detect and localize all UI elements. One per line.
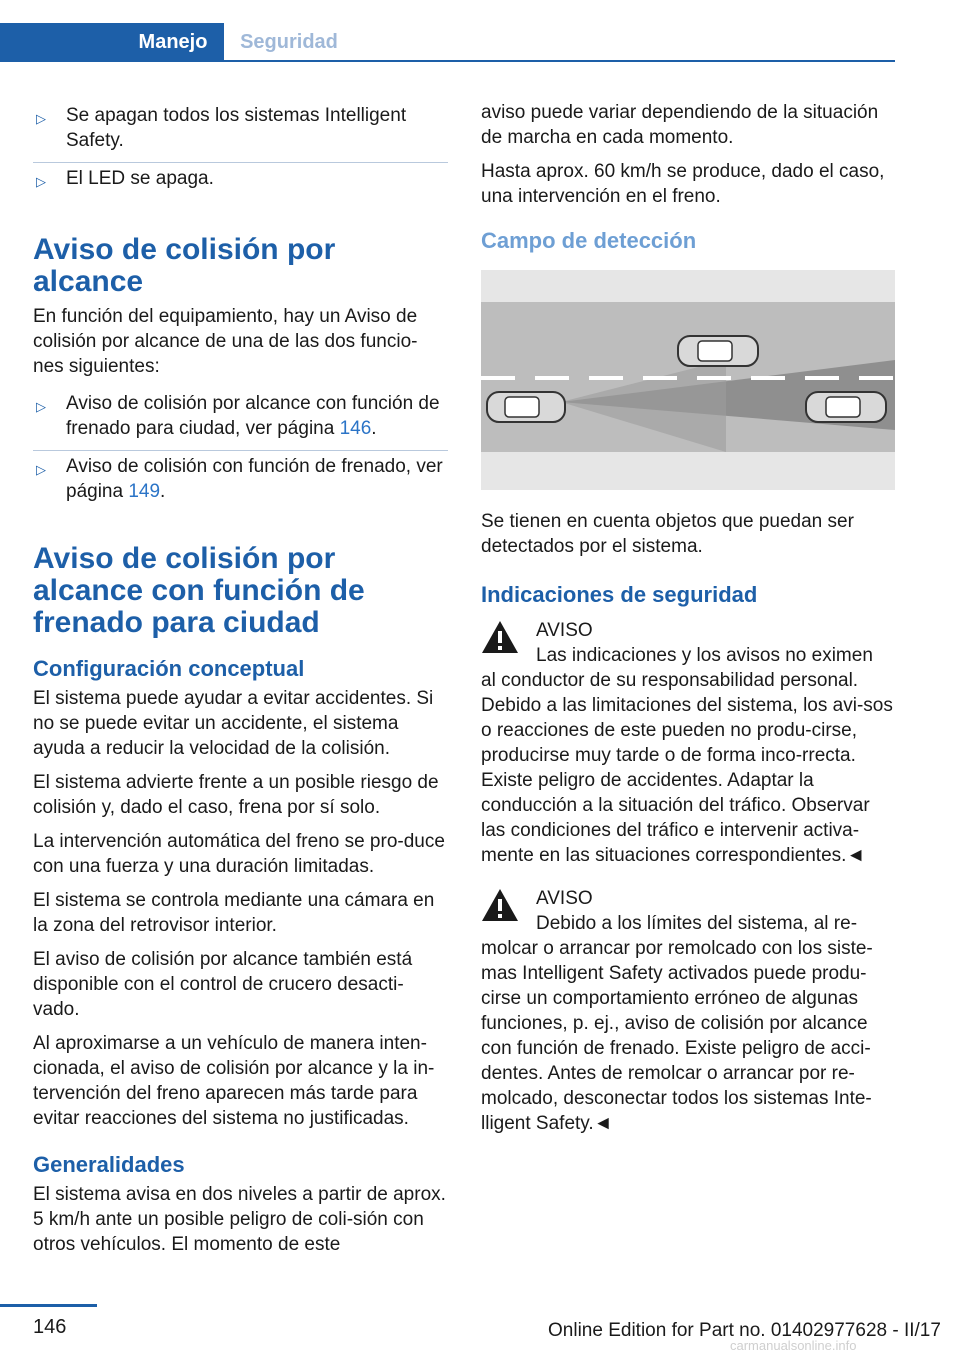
warning-text: Las indicaciones y los avisos no eximen xyxy=(536,645,873,666)
list-item-text: Aviso de colisión por alcance con función de frenado para ciudad, ver página xyxy=(66,393,440,439)
subsection-heading: Generalidades xyxy=(33,1152,185,1177)
page-link-149[interactable]: 149 xyxy=(128,481,161,502)
warning-block xyxy=(481,886,895,1136)
paragraph: Al aproximarse a un vehículo de manera inten-cionada, el aviso de colisión por alcance y la in-tervención del freno aparecen más tarde para evitar reacciones del sistema no justificadas. xyxy=(33,1033,435,1129)
page-number: 146 xyxy=(33,1316,67,1338)
list-item-text: Se apagan todos los sistemas Intelligent Safety. xyxy=(66,105,407,151)
paragraph: El sistema advierte frente a un posible riesgo de colisión y, dado el caso, frena por sí solo. xyxy=(33,772,439,818)
header-tabs xyxy=(0,23,895,63)
detection-field-illustration xyxy=(481,270,895,490)
paragraph: Hasta aprox. 60 km/h se produce, dado el caso, una intervención en el freno. xyxy=(481,161,885,207)
footer-accent-line xyxy=(0,1304,97,1307)
section-heading: Aviso de colisión por alcance xyxy=(33,233,336,298)
section-heading: Aviso de colisión por alcance con función de frenado para ciudad xyxy=(33,542,365,639)
subsection-heading: Indicaciones de seguridad xyxy=(481,582,758,607)
paragraph: El sistema puede ayudar a evitar accidentes. Si no se puede evitar un accidente, el sistema ayuda a reducir la velocidad de la colisión. xyxy=(33,688,434,759)
triangle-bullet-icon: ▷ xyxy=(36,111,46,126)
tab-manejo[interactable]: Manejo xyxy=(122,23,224,61)
paragraph: Se tienen en cuenta objetos que puedan ser detectados por el sistema. xyxy=(481,511,854,557)
header-divider xyxy=(0,60,895,62)
subsection-heading: Configuración conceptual xyxy=(33,656,305,681)
list-item xyxy=(33,163,448,200)
warning-text: molcar o arrancar por remolcado con los siste-mas Intelligent Safety activados puede produ-cirse un comportamiento erróneo de algunas funciones, p. ej., aviso de colisión por alcance con función de frenado. Existe peligro de acci-dentes. Antes de remolcar o arrancar por re-molcado, desconectar todos los sistemas Inte-lligent Safety.◄ xyxy=(481,938,873,1134)
triangle-bullet-icon: ▷ xyxy=(36,399,46,414)
subsection-heading: Campo de detección xyxy=(481,228,697,253)
warning-text: al conductor de su responsabilidad personal. Debido a las limitaciones del sistema, los avi-sos o reacciones de este pueden no produ-cirse, producirse muy tarde o de forma inco-rrecta. Existe peligro de accidentes. Adaptar la conducción a la situación del tráfico. Observar las condiciones del tráfico e intervenir activa-mente en las situaciones correspondientes.◄ xyxy=(481,670,893,866)
paragraph: El sistema avisa en dos niveles a partir de aprox. 5 km/h ante un posible peligro de coli-sión con otros vehículos. El momento de este xyxy=(33,1184,446,1255)
warning-triangle-icon xyxy=(481,888,519,922)
right-column xyxy=(481,100,895,1148)
left-column xyxy=(33,100,448,1266)
paragraph: El sistema se controla mediante una cámara en la zona del retrovisor interior. xyxy=(33,890,435,936)
own-car-icon xyxy=(487,392,565,422)
list-item-text: El LED se apaga. xyxy=(66,168,214,189)
header-accent-bar xyxy=(0,23,122,61)
paragraph: La intervención automática del freno se pro-duce con una fuerza y una duración limitadas. xyxy=(33,831,445,877)
warning-text: Debido a los límites del sistema, al re- xyxy=(536,913,858,934)
page-link-146[interactable]: 146 xyxy=(339,418,372,439)
watermark: carmanualsonline.info xyxy=(730,1338,857,1353)
list-item-text: Aviso de colisión con función de frenado, ver página xyxy=(66,456,443,502)
warning-title: AVISO xyxy=(536,888,593,909)
car-ahead-icon xyxy=(678,336,758,366)
paragraph: El aviso de colisión por alcance también está disponible con el control de crucero desacti-vado. xyxy=(33,949,413,1020)
triangle-bullet-icon: ▷ xyxy=(36,462,46,477)
car-front-icon xyxy=(806,392,886,422)
list-item: ▷ Aviso de colisión por alcance con función de frenado para ciudad, ver página 146. xyxy=(36,393,440,439)
paragraph: En función del equipamiento, hay un Aviso de colisión por alcance de una de las dos funcio-nes siguientes: xyxy=(33,306,418,377)
triangle-bullet-icon: ▷ xyxy=(36,174,46,189)
tab-seguridad[interactable]: Seguridad xyxy=(240,31,338,53)
list-item: ▷ Aviso de colisión con función de frenado, ver página 149. xyxy=(36,456,443,502)
list-item xyxy=(33,100,448,162)
edition-note: Online Edition for Part no. 01402977628 - II/17 xyxy=(548,1320,941,1341)
paragraph: aviso puede variar dependiendo de la situación de marcha en cada momento. xyxy=(481,102,879,148)
warning-title: AVISO xyxy=(536,620,593,641)
warning-block xyxy=(481,618,895,868)
warning-triangle-icon xyxy=(481,620,519,654)
